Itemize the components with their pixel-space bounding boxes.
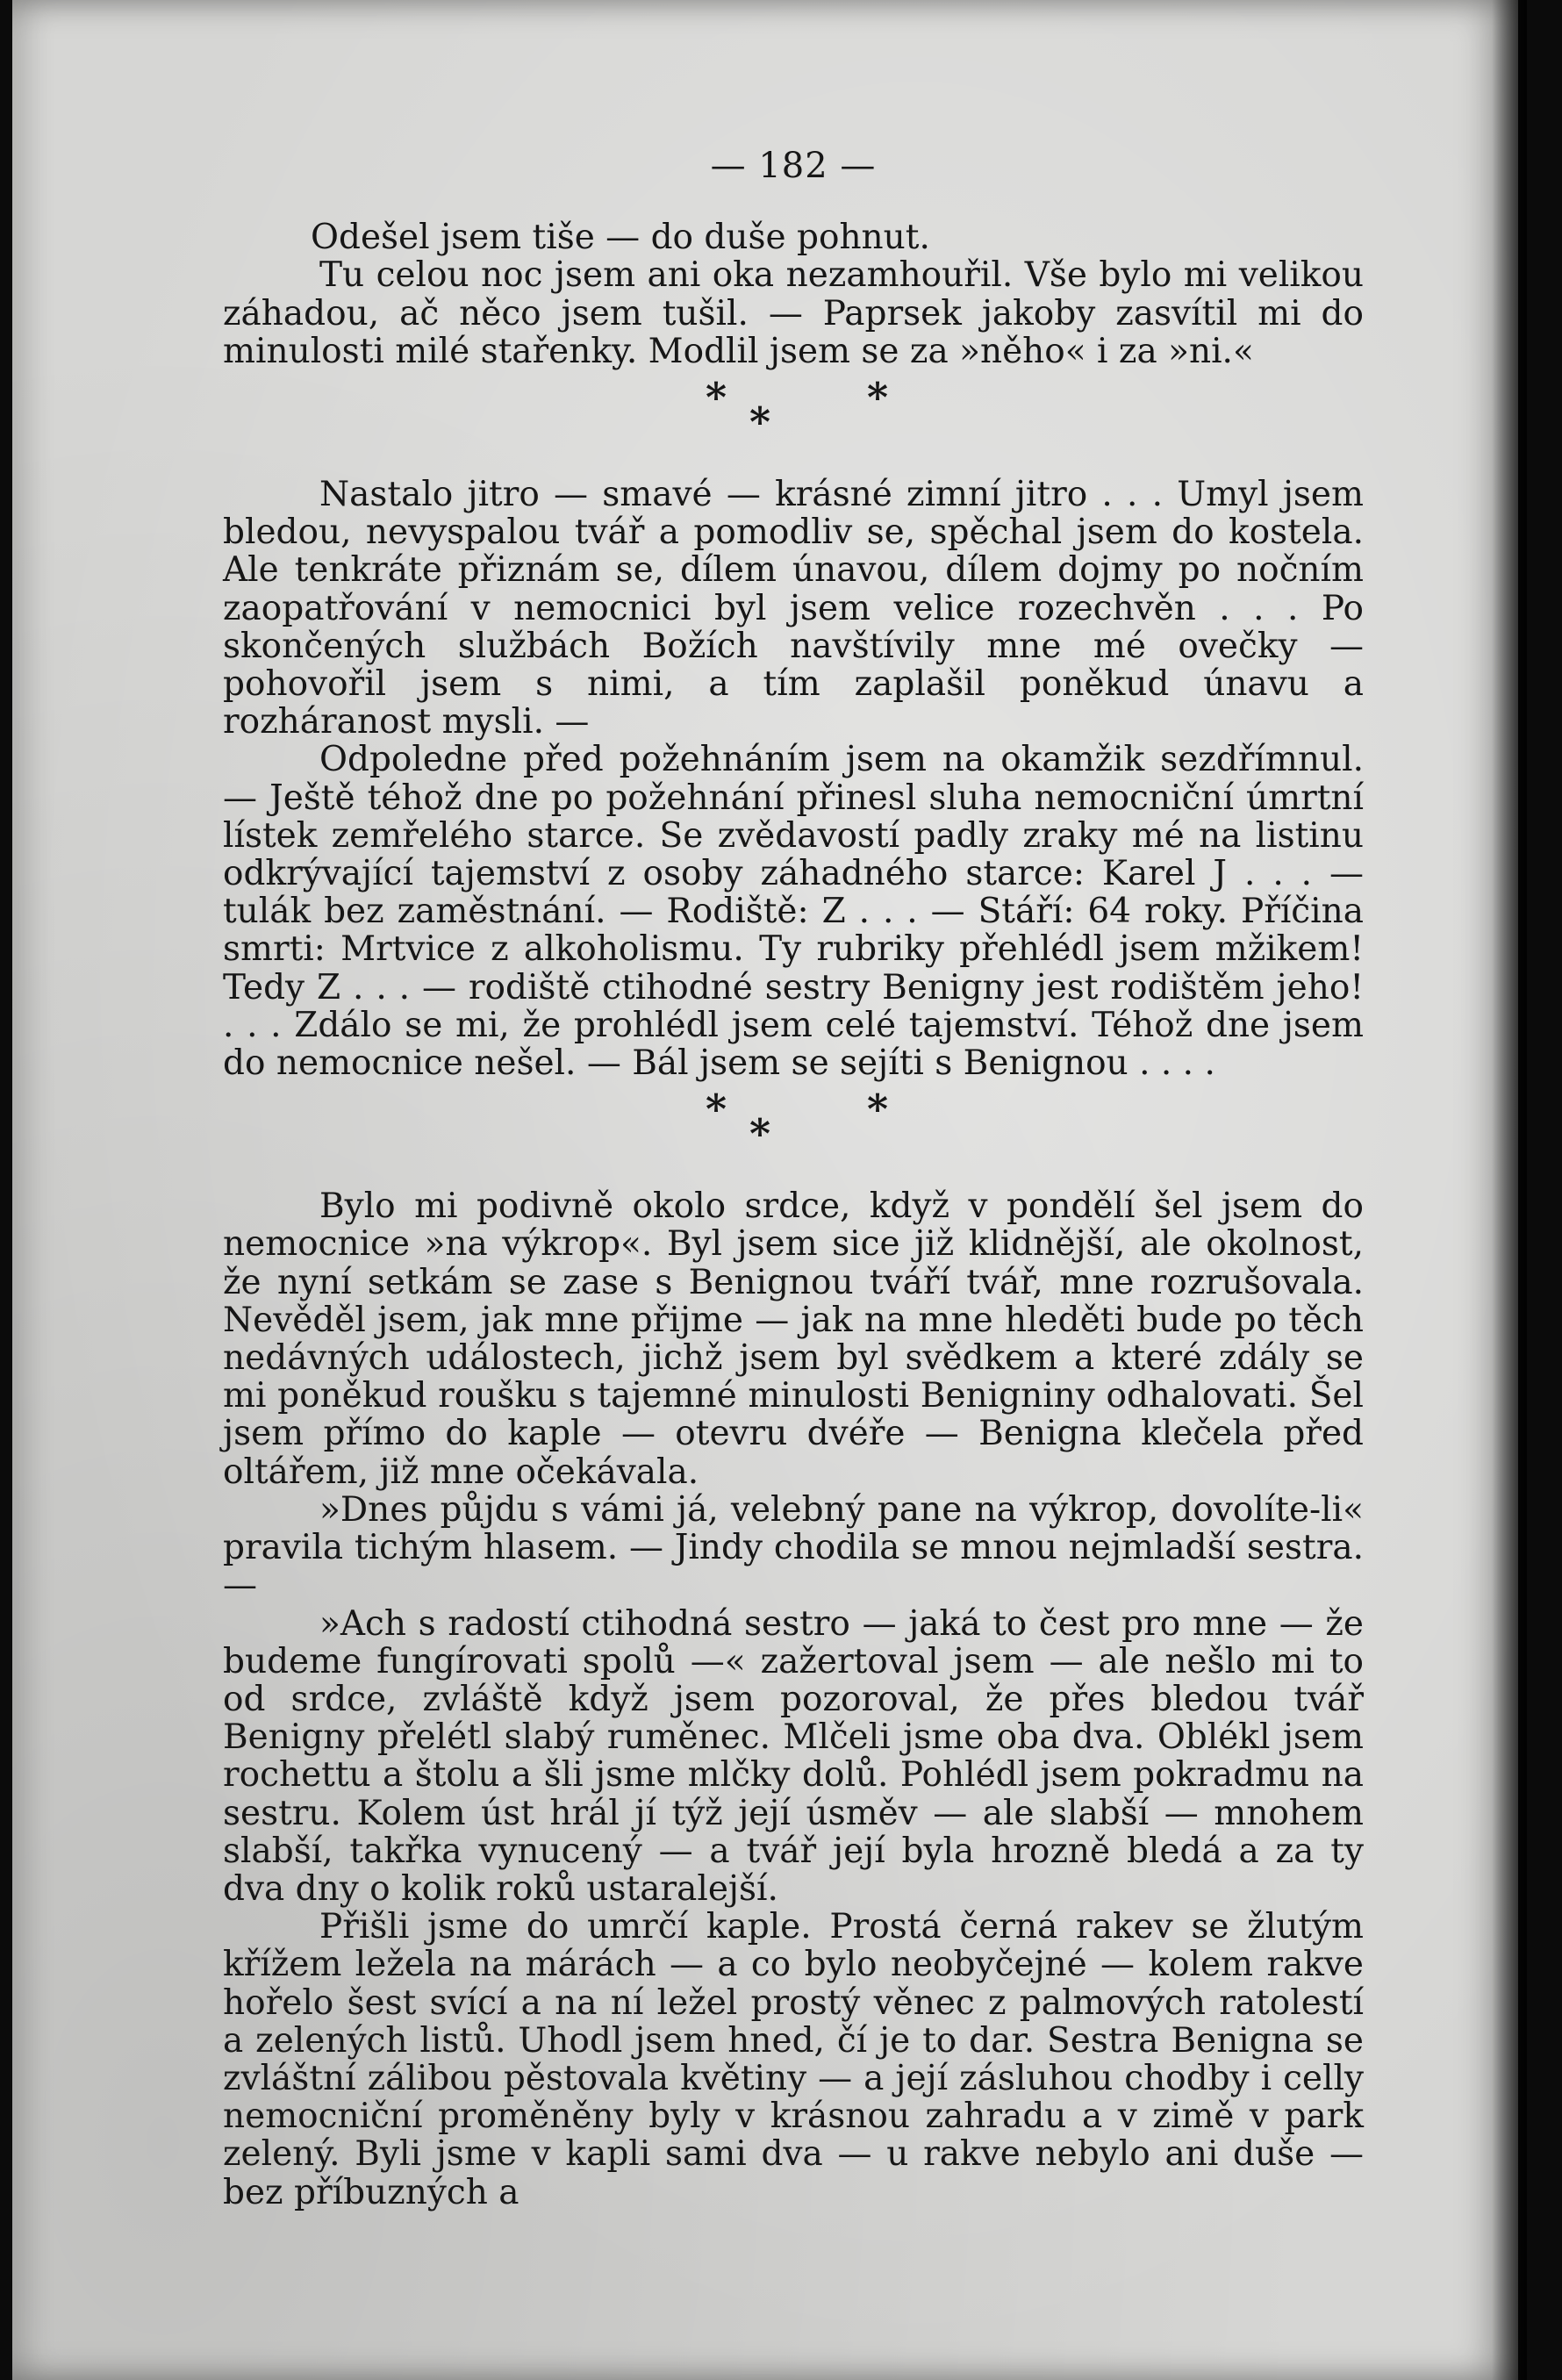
section-break xyxy=(223,1082,1364,1187)
book-page xyxy=(12,0,1518,2380)
paragraph: Nastalo jitro — smavé — krásné zimní jitro . . . Umyl jsem bledou, nevyspalou tvář a pomodliv se, spěchal jsem do kostela. Ale tenkráte přiznám se, dílem únavou, dílem dojmy po nočním zaopatřování v nemocnici byl jsem velice rozechvěn . . . Po skončených službách Božích navštívily mne mé ovečky — pohovořil jsem s nimi, a tím zaplašil poněkud únavu a rozháranost mysli. — xyxy=(223,475,1364,742)
asterisk: * xyxy=(867,1086,889,1134)
paragraph: Odešel jsem tiše — do duše pohnut. xyxy=(311,218,930,258)
paragraph: Přišli jsme do umrčí kaple. Prostá černá rakev se žlutým křížem ležela na márách — a co bylo neobyčejné — kolem rakve hořelo šest svící a na ní ležel prostý věnec z palmových ratolestí a zelených listů. Uhodl jsem hned, čí je to dar. Sestra Benigna se zvláštní zálibou pěstovala květiny — a její zásluhou chodby i celly nemocniční proměněny byly v krásnou zahradu a v zimě v park zelený. Byli jsme v kapli sami dva — u rakve nebylo ani duše — bez příbuzných a xyxy=(223,1907,1364,2212)
asterisk: * xyxy=(706,1086,727,1134)
book-spine-shadow xyxy=(1492,0,1527,2380)
section-break xyxy=(223,370,1364,476)
paragraph: Odpoledne před požehnáním jsem na okamžik sezdřímnul. — Ještě téhož dne po požehnání přinesl sluha nemocniční úmrtní lístek zemřelého starce. Se zvědavostí padly zraky mé na listinu odkrývající tajemství z osoby záhadného starce: Karel J . . . — tulák bez zaměstnání. — Rodiště: Z . . . — Stáří: 64 roky. Příčina smrti: Mrtvice z alkoholismu. Ty rubriky přehlédl jsem mžikem! Tedy Z . . . — rodiště ctihodné sestry Benigny jest rodištěm jeho! . . . Zdálo se mi, že prohlédl jsem celé tajemství. Téhož dne jsem do nemocnice nešel. — Bál jsem se sejíti s Benignou . . . . xyxy=(223,740,1364,1084)
page-text xyxy=(223,147,1364,2212)
asterisk: * xyxy=(749,1110,771,1158)
paragraph: Tu celou noc jsem ani oka nezamhouřil. Vše bylo mi velikou záhadou, ač něco jsem tušil. — Paprsek jakoby zasvítil mi do minulosti milé stařenky. Modlil jsem se za »něho« i za »ni.« xyxy=(223,255,1364,371)
paragraph: »Dnes půjdu s vámi já, velebný pane na výkrop, dovolíte-li« pravila tichým hlasem. — Jindy chodila se mnou nejmladší sestra. — xyxy=(223,1489,1364,1606)
asterisk: * xyxy=(706,374,727,422)
paragraph: »Ach s radostí ctihodná sestro — jaká to čest pro mne — že budeme fungírovati spolů —« zažertoval jsem — ale nešlo mi to od srdce, zvláště když jsem pozoroval, že přes bledou tvář Benigny přelétl slabý ruměnec. Mlčeli jsme oba dva. Oblékl jsem rochettu a štolu a šli jsme mlčky dolů. Pohlédl jsem pokradmu na sestru. Kolem úst hrál jí týž její úsměv — ale slabší — mnohem slabší, takřka vynucený — a tvář její byla hrozně bledá a za ty dva dny o kolik roků ustaralejší. xyxy=(223,1603,1364,1909)
page-number: — 182 — xyxy=(710,146,877,186)
asterisk: * xyxy=(867,374,889,422)
paragraph: Bylo mi podivně okolo srdce, když v pondělí šel jsem do nemocnice »na výkrop«. Byl jsem sice již klidnější, ale okolnost, že nyní setkám se zase s Benignou tváří tvář, mne rozrušovala. Nevěděl jsem, jak mne přijme — jak na mne hleděti bude po těch nedávných událostech, jichž jsem byl svědkem a které zdály se mi poněkud roušku s tajemné minulosti Benigniny odhalovati. Šel jsem přímo do kaple — otevru dvéře — Benigna klečela před oltářem, již mne očekávala. xyxy=(223,1186,1364,1492)
asterisk: * xyxy=(749,398,771,447)
